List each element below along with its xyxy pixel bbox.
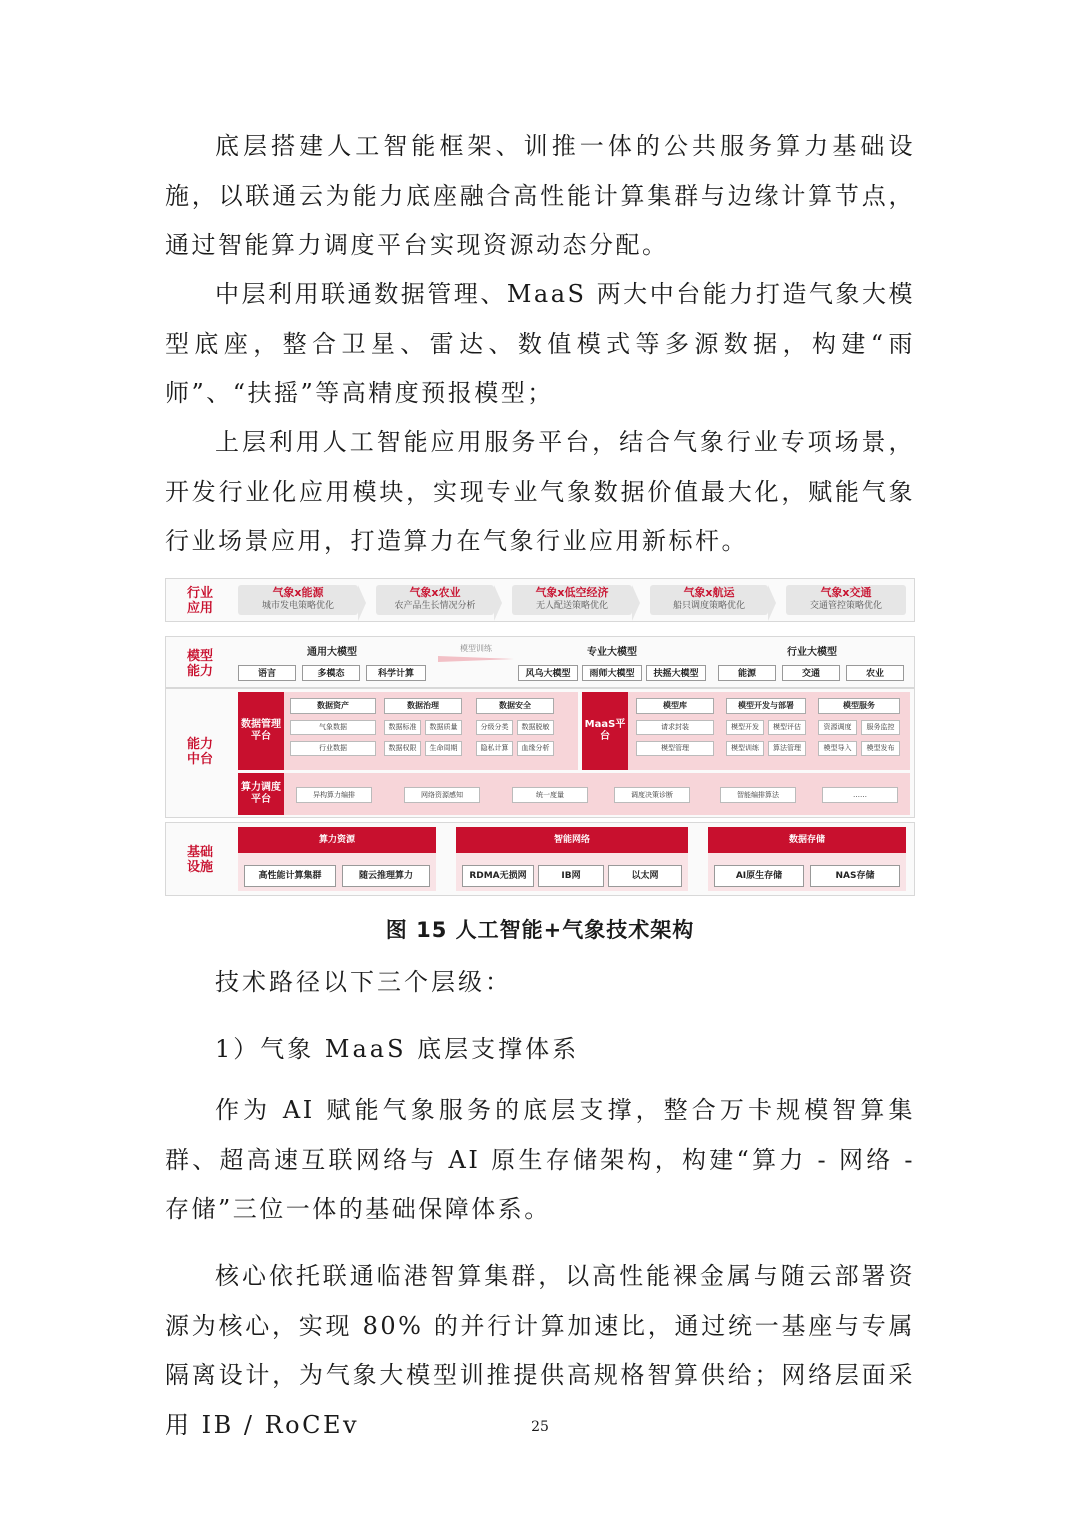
paragraph-bottom-layer: 底层搭建人工智能框架、训推一体的公共服务算力基础设施，以联通云为能力底座融合高性能计算集群与边缘计算节点，通过智能算力调度平台实现资源动态分配。 <box>165 132 915 259</box>
base-group-title: 数据存储 <box>708 827 906 853</box>
paragraph-maas-support: 作为 AI 赋能气象服务的底层支撑，整合万卡规模智算集群、超高速互联网络与 AI 原生存储架构，构建“算力 - 网络 - 存储”三位一体的基础保障体系。 <box>165 1096 915 1223</box>
industry-model-item: 农业 <box>846 665 904 681</box>
industry-label: 行业 应用 <box>186 586 213 616</box>
group-item: 模型发布 <box>861 741 900 756</box>
data-platform-label: 数据管理平台 <box>238 692 284 770</box>
section-heading: 1）气象 MaaS 底层支撑体系 <box>215 1035 580 1063</box>
platform-band <box>165 688 915 818</box>
train-label: 模型训练 <box>460 644 492 653</box>
group-header: 模型开发与部署 <box>726 698 806 714</box>
scheduling-item: 智能编排算法 <box>720 787 796 803</box>
scheduling-area <box>238 773 910 815</box>
paragraph-tech-path: 技术路径以下三个层级： <box>215 968 512 996</box>
scheduling-item: 异构算力编排 <box>296 787 372 803</box>
industry-model-title: 行业大模型 <box>787 647 837 658</box>
group-item: 隐私计算 <box>476 741 513 756</box>
group-item: 模型训练 <box>726 741 764 756</box>
app-low-altitude: 气象x低空经济 无人配送策略优化 <box>512 585 632 615</box>
architecture-figure <box>165 576 915 898</box>
group-item: 数据标准 <box>384 720 421 735</box>
app-energy: 气象x能源 城市发电策略优化 <box>238 585 358 615</box>
scheduling-item: 调度决策诊断 <box>614 787 690 803</box>
base-label: 基础 设施 <box>186 845 213 875</box>
base-item: 随云推理算力 <box>342 865 430 887</box>
group-item: 服务监控 <box>861 720 900 735</box>
group-item: 生命周期 <box>425 741 462 756</box>
group-header: 模型服务 <box>818 698 900 714</box>
pro-model-item: 雨师大模型 <box>582 665 642 681</box>
scheduling-item: 统一度量 <box>512 787 588 803</box>
base-group-title: 算力资源 <box>238 827 436 853</box>
scheduling-item: 网络资源感知 <box>404 787 480 803</box>
scheduling-item: …… <box>822 787 898 803</box>
base-item: NAS存储 <box>810 865 900 887</box>
group-header: 数据资产 <box>290 698 376 714</box>
group-item: 模型开发 <box>726 720 764 735</box>
general-model-title: 通用大模型 <box>307 647 357 658</box>
app-agriculture: 气象x农业 农产品生长情况分析 <box>376 585 494 615</box>
pro-model-item: 风乌大模型 <box>518 665 578 681</box>
model-band <box>165 636 915 688</box>
general-model-item: 科学计算 <box>366 665 426 681</box>
paragraph-top-layer: 上层利用人工智能应用服务平台，结合气象行业专项场景，开发行业化应用模块，实现专业气象数据价值最大化，赋能气象行业场景应用，打造算力在气象行业应用新标杆。 <box>165 428 915 555</box>
base-item: IB网 <box>538 865 604 887</box>
scheduling-label: 算力调度平台 <box>238 773 284 815</box>
base-band <box>165 822 915 896</box>
group-item: 模型导入 <box>818 741 857 756</box>
base-group-title: 智能网络 <box>456 827 688 853</box>
paragraph-middle-layer: 中层利用联通数据管理、MaaS 两大中台能力打造气象大模型底座，整合卫星、雷达、数值模式等多源数据，构建“雨师”、“扶摇”等高精度预报模型； <box>165 280 915 407</box>
industry-model-item: 能源 <box>718 665 776 681</box>
platform-label: 能力 中台 <box>186 737 213 767</box>
figure-caption: 图 15 人工智能+气象技术架构 <box>385 918 695 942</box>
group-item: 气象数据 <box>290 720 376 735</box>
train-arrow <box>438 656 514 662</box>
base-item: RDMA无损网 <box>462 865 534 887</box>
group-item: 数据权限 <box>384 741 421 756</box>
group-item: 模型管理 <box>636 741 714 756</box>
pro-model-item: 扶摇大模型 <box>646 665 706 681</box>
general-model-item: 多模态 <box>302 665 360 681</box>
group-item: 请求封装 <box>636 720 714 735</box>
base-item: 高性能计算集群 <box>244 865 336 887</box>
group-header: 数据安全 <box>476 698 554 714</box>
app-traffic: 气象x交通 交通管控策略优化 <box>786 585 906 615</box>
group-header: 模型库 <box>636 698 714 714</box>
group-item: 资源调度 <box>818 720 857 735</box>
page-number: 25 <box>531 1419 549 1435</box>
group-item: 血缘分析 <box>517 741 554 756</box>
model-label: 模型 能力 <box>186 649 213 679</box>
industry-model-item: 交通 <box>782 665 840 681</box>
group-item: 算法管理 <box>768 741 806 756</box>
base-item: 以太网 <box>608 865 682 887</box>
general-model-item: 语言 <box>238 665 296 681</box>
app-shipping: 气象x航运 船只调度策略优化 <box>650 585 768 615</box>
maas-platform-label: MaaS平台 <box>582 692 628 770</box>
group-header: 数据治理 <box>384 698 462 714</box>
group-item: 行业数据 <box>290 741 376 756</box>
group-item: 模型评估 <box>768 720 806 735</box>
industry-band <box>165 578 915 622</box>
group-item: 分级分类 <box>476 720 513 735</box>
group-item: 数据脱敏 <box>517 720 554 735</box>
base-item: AI原生存储 <box>714 865 804 887</box>
paragraph-core-cluster: 核心依托联通临港智算集群，以高性能裸金属与随云部署资源为核心，实现 80% 的并行计算加速比，通过统一基座与专属隔离设计，为气象大模型训推提供高规格智算供给；网络层面采用 IB / RoCEv <box>165 1262 915 1439</box>
group-item: 数据质量 <box>425 720 462 735</box>
pro-model-title: 专业大模型 <box>587 647 637 658</box>
